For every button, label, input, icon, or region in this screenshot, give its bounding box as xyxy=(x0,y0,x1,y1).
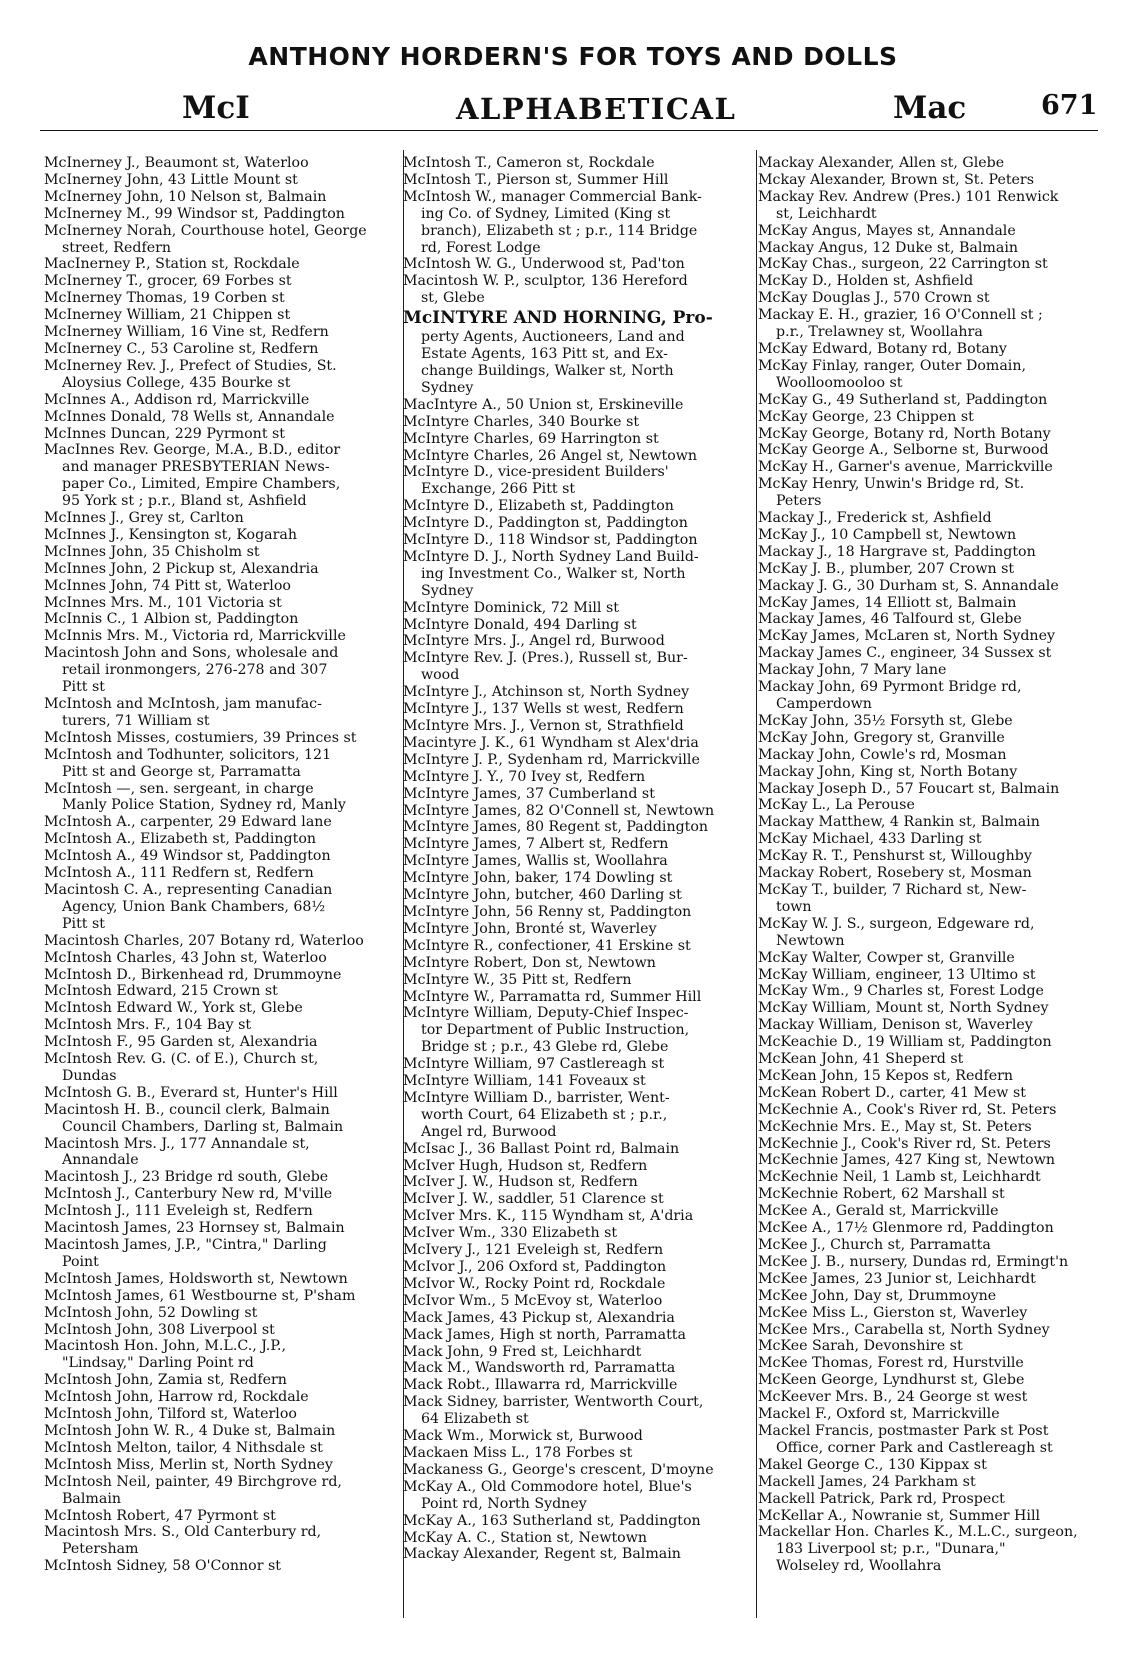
directory-line: McInnes A., Addison rd, Marrickville xyxy=(44,391,310,408)
directory-line: street, Redfern xyxy=(62,239,172,256)
directory-line: Macintyre J. K., 61 Wyndham st Alex'dria xyxy=(403,734,699,751)
directory-line: Bridge st ; p.r., 43 Glebe rd, Glebe xyxy=(421,1039,669,1056)
directory-line: McKellar A., Nowranie st, Summer Hill xyxy=(758,1507,1041,1524)
directory-line: McIver J. W., saddler, 51 Clarence st xyxy=(403,1191,664,1208)
directory-line: McKechnie Neil, 1 Lamb st, Leichhardt xyxy=(758,1169,1041,1186)
directory-line: McKay Chas., surgeon, 22 Carrington st xyxy=(758,256,1048,273)
directory-line: 183 Liverpool st; p.r., "Dunara," xyxy=(776,1541,1006,1558)
directory-line: McKeen George, Lyndhurst st, Glebe xyxy=(758,1372,1025,1389)
directory-line: McKay A., 163 Sutherland st, Paddington xyxy=(403,1512,701,1529)
directory-line: Mackay Matthew, 4 Rankin st, Balmain xyxy=(758,814,1040,831)
directory-line: McIntyre J. P., Sydenham rd, Marrickville xyxy=(403,751,700,768)
directory-line: Balmain xyxy=(62,1490,122,1507)
directory-line: McIntosh J., Canterbury New rd, M'ville xyxy=(44,1186,333,1203)
directory-line: Mackellar Hon. Charles K., M.L.C., surgeon, xyxy=(758,1524,1078,1541)
directory-line: McIntyre J., Atchinson st, North Sydney xyxy=(403,684,690,701)
directory-line: McIntyre Charles, 69 Harrington st xyxy=(403,430,659,447)
directory-line: McIntyre William, 141 Foveaux st xyxy=(403,1073,646,1090)
directory-line: Mckay Alexander, Brown st, St. Peters xyxy=(758,171,1034,188)
directory-line: McIntyre James, 80 Regent st, Paddington xyxy=(403,819,709,836)
directory-line: McIntosh James, 61 Westbourne st, P'sham xyxy=(44,1287,356,1304)
directory-line: Mackay John, King st, North Botany xyxy=(758,763,1018,780)
directory-line: McKay James, McLaren st, North Sydney xyxy=(758,628,1055,645)
directory-line: McIntosh Sidney, 58 O'Connor st xyxy=(44,1558,281,1575)
directory-line: McIvor J., 206 Oxford st, Paddington xyxy=(403,1259,667,1275)
directory-line: McKechnie Mrs. E., May st, St. Peters xyxy=(758,1118,1032,1135)
header-section-title: ALPHABETICAL xyxy=(456,92,737,126)
directory-line: McInnes J., Kensington st, Kogarah xyxy=(44,526,298,543)
directory-line: MacInnes Rev. George, M.A., B.D., editor xyxy=(44,442,341,459)
directory-line: Mackay Alexander, Regent st, Balmain xyxy=(403,1546,681,1563)
page-number: 671 xyxy=(1041,90,1098,121)
directory-line: McIntyre Charles, 340 Bourke st xyxy=(403,413,640,430)
directory-line: McKay Angus, Mayes st, Annandale xyxy=(758,222,1016,239)
directory-line: Mackay Angus, 12 Duke st, Balmain xyxy=(758,239,1019,256)
directory-line: McKay Edward, Botany rd, Botany xyxy=(758,340,1007,357)
directory-line: McKay George A., Selborne st, Burwood xyxy=(758,442,1049,459)
directory-line: Camperdown xyxy=(776,696,872,712)
directory-line: Mackell James, 24 Parkham st xyxy=(758,1473,976,1490)
directory-line: Petersham xyxy=(62,1541,139,1558)
directory-line: Macintosh H. B., council clerk, Balmain xyxy=(44,1101,330,1118)
directory-line: McKay John, 35½ Forsyth st, Glebe xyxy=(758,712,1013,729)
directory-line: McIntosh T., Cameron st, Rockdale xyxy=(403,155,655,171)
directory-line: McIntyre James, Wallis st, Woollahra xyxy=(403,853,668,870)
directory-line: Macintosh Hon. John, M.L.C., J.P., xyxy=(44,1338,287,1355)
directory-line: Point xyxy=(62,1253,99,1270)
directory-line: McKechnie A., Cook's River rd, St. Peters xyxy=(758,1101,1057,1118)
directory-line: McInerney William, 21 Chippen st xyxy=(44,307,291,324)
directory-line: McIntosh Melton, tailor, 4 Nithsdale st xyxy=(44,1439,323,1456)
directory-line: McIntyre William, Deputy-Chief Inspec- xyxy=(403,1005,689,1022)
directory-line: McIntyre William, 97 Castlereagh st xyxy=(403,1056,665,1073)
directory-line: McInerney Rev. J., Prefect of Studies, St. xyxy=(44,357,337,374)
directory-line: McKay W. J. S., surgeon, Edgeware rd, xyxy=(758,915,1035,932)
directory-line: Sydney xyxy=(421,379,474,396)
directory-line: McIntyre D., vice-president Builders' xyxy=(403,464,669,481)
directory-line: McKechnie Robert, 62 Marshall st xyxy=(758,1186,1005,1203)
directory-line: st, Glebe xyxy=(421,290,485,307)
directory-line: town xyxy=(776,898,812,915)
directory-line: McIntosh John, Tilford st, Waterloo xyxy=(44,1406,297,1423)
directory-line: McIntyre W., 35 Pitt st, Redfern xyxy=(403,971,632,988)
directory-line: McInerney C., 53 Caroline st, Redfern xyxy=(44,340,319,357)
directory-line: McKay A. C., Station st, Newtown xyxy=(403,1529,647,1546)
directory-line: Wolseley rd, Woollahra xyxy=(776,1558,942,1575)
directory-line: McIntyre John, 56 Renny st, Paddington xyxy=(403,903,692,920)
directory-line: Exchange, 266 Pitt st xyxy=(421,481,576,498)
directory-line: McIntyre Mrs. J., Vernon st, Strathfield xyxy=(403,718,684,734)
directory-line: McKean Robert D., carter, 41 Mew st xyxy=(758,1084,1026,1101)
directory-line: McIntyre John, Bronté st, Waverley xyxy=(403,920,657,937)
directory-line: Makel George C., 130 Kippax st xyxy=(758,1456,987,1473)
directory-line: Mack M., Wandsworth rd, Parramatta xyxy=(403,1360,676,1377)
directory-line: branch), Elizabeth st ; p.r., 114 Bridge xyxy=(421,222,698,239)
directory-line: Manly Police Station, Sydney rd, Manly xyxy=(62,797,346,814)
directory-line: McInerney J., Beaumont st, Waterloo xyxy=(44,155,309,171)
directory-line: McIntyre James, 82 O'Connell st, Newtown xyxy=(403,802,715,819)
directory-line: p.r., Trelawney st, Woollahra xyxy=(776,324,983,341)
directory-line: McIntyre J., 137 Wells st west, Redfern xyxy=(403,701,684,718)
directory-line: McInnes Mrs. M., 101 Victoria st xyxy=(44,594,282,611)
directory-line: McKay George, 23 Chippen st xyxy=(758,408,974,425)
directory-line: McKee Sarah, Devonshire st xyxy=(758,1338,963,1355)
directory-line: McIntosh A., carpenter, 29 Edward lane xyxy=(44,814,332,831)
directory-line: McKay J. B., plumber, 207 Crown st xyxy=(758,560,1015,577)
directory-line: McKay D., Holden st, Ashfield xyxy=(758,273,974,290)
directory-line: McKay A., Old Commodore hotel, Blue's xyxy=(403,1478,692,1495)
directory-line: McInnis Mrs. M., Victoria rd, Marrickville xyxy=(44,628,346,645)
directory-line: Macintosh W. P., sculptor, 136 Hereford xyxy=(403,273,688,290)
directory-line: Mackay William, Denison st, Waverley xyxy=(758,1017,1033,1034)
directory-line: McInnes Duncan, 229 Pyrmont st xyxy=(44,425,286,442)
directory-line: Macintosh John and Sons, wholesale and xyxy=(44,645,339,662)
directory-line: McInnes John, 35 Chisholm st xyxy=(44,543,260,560)
directory-line: Estate Agents, 163 Pitt st, and Ex- xyxy=(421,346,668,363)
directory-line: Mackay Joseph D., 57 Foucart st, Balmain xyxy=(758,780,1060,797)
directory-line: Mackell Patrick, Park rd, Prospect xyxy=(758,1490,1005,1507)
directory-line: Mackay J., Frederick st, Ashfield xyxy=(758,510,992,527)
directory-line: Mack James, High st north, Parramatta xyxy=(403,1326,686,1343)
header-right-guide: Mac xyxy=(893,90,967,126)
directory-line: McIntyre Mrs. J., Angel rd, Burwood xyxy=(403,633,665,650)
directory-line: McKeachie D., 19 William st, Paddington xyxy=(758,1034,1052,1051)
directory-line: retail ironmongers, 276-278 and 307 xyxy=(62,662,328,679)
directory-line: McIntyre John, baker, 174 Dowling st xyxy=(403,870,673,887)
directory-line: Pitt st xyxy=(62,679,105,696)
directory-line: McKee John, Day st, Drummoyne xyxy=(758,1287,997,1304)
directory-line: Newtown xyxy=(776,932,845,949)
directory-line: Angel rd, Burwood xyxy=(421,1123,557,1140)
directory-line: McIntosh Charles, 43 John st, Waterloo xyxy=(44,949,327,966)
directory-line: McIntosh and Todhunter, solicitors, 121 xyxy=(44,746,332,763)
directory-line: McInerney John, 43 Little Mount st xyxy=(44,171,298,188)
directory-line: McInnes John, 74 Pitt st, Waterloo xyxy=(44,577,291,594)
directory-line: McKee Miss L., Gierston st, Waverley xyxy=(758,1304,1028,1321)
directory-line: McIntosh John, Harrow rd, Rockdale xyxy=(44,1389,309,1406)
directory-line: Agency, Union Bank Chambers, 68½ xyxy=(62,898,326,915)
directory-line: McIntosh A., Elizabeth st, Paddington xyxy=(44,831,317,848)
directory-line: McKay R. T., Penshurst st, Willoughby xyxy=(758,848,1032,865)
directory-line: McIntosh Robert, 47 Pyrmont st xyxy=(44,1507,276,1524)
directory-line: McIsac J., 36 Ballast Point rd, Balmain xyxy=(403,1140,680,1157)
directory-line: McKay G., 49 Sutherland st, Paddington xyxy=(758,391,1048,408)
directory-line: McInerney M., 99 Windsor st, Paddington xyxy=(44,205,345,222)
directory-line: Mackay James, 46 Talfourd st, Glebe xyxy=(758,611,1022,628)
directory-column-2 xyxy=(403,155,751,1563)
directory-line: Peters xyxy=(776,493,822,510)
directory-line: Office, corner Park and Castlereagh st xyxy=(776,1439,1053,1456)
directory-line: McINTYRE AND HORNING, Pro- xyxy=(403,308,713,329)
directory-line: McIntosh Neil, painter, 49 Birchgrove rd, xyxy=(44,1473,342,1490)
directory-line: McIntyre J. Y., 70 Ivey st, Redfern xyxy=(403,768,646,785)
directory-line: McKee James, 23 Junior st, Leichhardt xyxy=(758,1270,1036,1287)
directory-line: Mackel Francis, postmaster Park st Post xyxy=(758,1422,1049,1439)
directory-line: Mackay J., 18 Hargrave st, Paddington xyxy=(758,543,1036,560)
directory-line: st, Leichhardt xyxy=(776,205,877,222)
directory-line: McIntyre Robert, Don st, Newtown xyxy=(403,954,656,971)
directory-line: Mackay Rev. Andrew (Pres.) 101 Renwick xyxy=(758,188,1059,205)
directory-line: Mackay John, 7 Mary lane xyxy=(758,662,947,679)
directory-line: MacIntyre A., 50 Union st, Erskineville xyxy=(403,396,684,413)
directory-line: McIntosh W., manager Commercial Bank- xyxy=(403,188,702,205)
directory-line: McKay Michael, 433 Darling st xyxy=(758,831,982,848)
directory-line: 64 Elizabeth st xyxy=(421,1411,529,1428)
directory-line: change Buildings, Walker st, North xyxy=(421,362,674,379)
directory-line: McKechnie James, 427 King st, Newtown xyxy=(758,1152,1055,1169)
banner-advertisement: ANTHONY HORDERN'S FOR TOYS AND DOLLS xyxy=(248,42,898,71)
header-left-guide: McI xyxy=(182,90,250,126)
directory-line: "Lindsay," Darling Point rd xyxy=(62,1355,254,1372)
directory-line: McKee J., Church st, Parramatta xyxy=(758,1237,991,1253)
directory-line: McIntyre D., Elizabeth st, Paddington xyxy=(403,498,674,515)
directory-line: Macintosh James, J.P., "Cintra," Darling xyxy=(44,1237,327,1253)
directory-line: Macintosh Mrs. J., 177 Annandale st, xyxy=(44,1135,310,1152)
directory-line: McIntosh John, Zamia st, Redfern xyxy=(44,1372,287,1389)
directory-line: McIntosh Mrs. F., 104 Bay st xyxy=(44,1017,252,1034)
directory-line: McIntyre D. J., North Sydney Land Build- xyxy=(403,548,699,565)
directory-line: Mackaen Miss L., 178 Forbes st xyxy=(403,1444,633,1461)
directory-line: perty Agents, Auctioneers, Land and xyxy=(421,329,685,346)
directory-line: McIntosh G. B., Everard st, Hunter's Hill xyxy=(44,1084,338,1101)
directory-line: Mack Wm., Morwick st, Burwood xyxy=(403,1428,643,1445)
directory-line: McKay Douglas J., 570 Crown st xyxy=(758,290,990,307)
directory-line: ing Co. of Sydney, Limited (King st xyxy=(421,205,671,222)
directory-line: ing Investment Co., Walker st, North xyxy=(421,565,686,582)
directory-line: McKay William, Mount st, North Sydney xyxy=(758,1000,1049,1017)
directory-line: Macintosh James, 23 Hornsey st, Balmain xyxy=(44,1220,345,1237)
directory-line: Mackaness G., George's crescent, D'moyne xyxy=(403,1461,714,1478)
directory-line: McIntosh Rev. G. (C. of E.), Church st, xyxy=(44,1051,319,1068)
directory-line: Council Chambers, Darling st, Balmain xyxy=(62,1118,344,1135)
directory-line: Mackay John, 69 Pyrmont Bridge rd, xyxy=(758,679,1022,696)
directory-line: rd, Forest Lodge xyxy=(421,239,541,256)
directory-line: McKay H., Garner's avenue, Marrickville xyxy=(758,459,1053,476)
directory-line: McIver Hugh, Hudson st, Redfern xyxy=(403,1157,648,1174)
directory-line: McIntosh A., 111 Redfern st, Redfern xyxy=(44,865,314,882)
directory-line: McKeever Mrs. B., 24 George st west xyxy=(758,1389,1028,1406)
directory-line: McIntosh T., Pierson st, Summer Hill xyxy=(403,171,669,188)
directory-line: McIntosh A., 49 Windsor st, Paddington xyxy=(44,848,331,865)
directory-line: McIntyre John, butcher, 460 Darling st xyxy=(403,887,682,904)
directory-line: McInnis C., 1 Albion st, Paddington xyxy=(44,611,299,628)
directory-line: paper Co., Limited, Empire Chambers, xyxy=(62,476,341,493)
directory-line: McIntosh Miss, Merlin st, North Sydney xyxy=(44,1456,333,1473)
directory-line: McKay John, Gregory st, Granville xyxy=(758,729,1005,746)
directory-line: Pitt st xyxy=(62,915,105,932)
directory-line: Macintosh Mrs. S., Old Canterbury rd, xyxy=(44,1524,322,1541)
directory-line: Annandale xyxy=(62,1152,139,1169)
directory-line: Pitt st and George st, Parramatta xyxy=(62,763,301,780)
directory-line: McIntyre Dominick, 72 Mill st xyxy=(403,599,619,616)
directory-line: Mackay Alexander, Allen st, Glebe xyxy=(758,155,1005,171)
directory-line: wood xyxy=(421,667,460,684)
directory-line: Mackay E. H., grazier, 16 O'Connell st ; xyxy=(758,307,1043,324)
directory-line: McKechnie J., Cook's River rd, St. Peters xyxy=(758,1135,1051,1152)
directory-line: McKay T., builder, 7 Richard st, New- xyxy=(758,881,1027,898)
directory-line: McKee J. B., nursery, Dundas rd, Ermingt'n xyxy=(758,1253,1069,1270)
directory-line: Point rd, North Sydney xyxy=(421,1495,587,1512)
directory-line: McKee Thomas, Forest rd, Hurstville xyxy=(758,1355,1024,1372)
directory-line: McIver Mrs. K., 115 Wyndham st, A'dria xyxy=(403,1208,694,1225)
directory-line: Mack John, 9 Fred st, Leichhardt xyxy=(403,1343,642,1360)
directory-line: McKay William, engineer, 13 Ultimo st xyxy=(758,966,1036,983)
directory-line: McIntyre Rev. J. (Pres.), Russell st, Bur- xyxy=(403,650,688,667)
directory-line: McIntosh John, 52 Dowling st xyxy=(44,1304,258,1321)
directory-line: McIvor Wm., 5 McEvoy st, Waterloo xyxy=(403,1292,663,1309)
directory-line: McIvery J., 121 Eveleigh st, Redfern xyxy=(403,1242,664,1259)
column-divider xyxy=(756,150,757,1618)
directory-line: Dundas xyxy=(62,1067,117,1084)
directory-line: Macintosh C. A., representing Canadian xyxy=(44,881,333,898)
directory-line: McIntyre Donald, 494 Darling st xyxy=(403,616,637,633)
directory-line: McIntosh F., 95 Garden st, Alexandria xyxy=(44,1034,318,1051)
directory-line: Mackay Robert, Rosebery st, Mosman xyxy=(758,865,1032,882)
directory-line: McKay Henry, Unwin's Bridge rd, St. xyxy=(758,476,1025,493)
directory-line: and manager PRESBYTERIAN News- xyxy=(62,459,330,476)
directory-line: McIntyre Charles, 26 Angel st, Newtown xyxy=(403,447,698,464)
directory-line: McIntosh D., Birkenhead rd, Drummoyne xyxy=(44,966,342,983)
directory-line: McInerney William, 16 Vine st, Redfern xyxy=(44,324,329,341)
directory-line: McIntosh Misses, costumiers, 39 Princes st xyxy=(44,729,357,746)
directory-line: McKee A., Gerald st, Marrickville xyxy=(758,1203,999,1220)
directory-line: McIntosh James, Holdsworth st, Newtown xyxy=(44,1270,348,1287)
directory-line: 95 York st ; p.r., Bland st, Ashfield xyxy=(62,493,307,510)
directory-line: McKay Finlay, ranger, Outer Domain, xyxy=(758,357,1026,374)
directory-line: McInerney Norah, Courthouse hotel, George xyxy=(44,222,367,239)
directory-line: McKee Mrs., Carabella st, North Sydney xyxy=(758,1321,1050,1338)
directory-line: McKay Wm., 9 Charles st, Forest Lodge xyxy=(758,983,1044,1000)
directory-line: McIntyre James, 37 Cumberland st xyxy=(403,785,655,802)
directory-line: McIntosh —, sen. sergeant, in charge xyxy=(44,780,314,797)
directory-line: McInerney Thomas, 19 Corben st xyxy=(44,290,285,307)
directory-line: McInnes John, 2 Pickup st, Alexandria xyxy=(44,560,319,577)
directory-line: Mack Sidney, barrister, Wentworth Court, xyxy=(403,1394,704,1411)
directory-line: MacInerney P., Station st, Rockdale xyxy=(44,256,300,273)
directory-line: McInerney John, 10 Nelson st, Balmain xyxy=(44,188,327,205)
directory-line: worth Court, 64 Elizabeth st ; p.r., xyxy=(421,1106,668,1123)
directory-line: McInnes Donald, 78 Wells st, Annandale xyxy=(44,408,335,425)
directory-line: Mackay John, Cowle's rd, Mosman xyxy=(758,746,1007,763)
directory-line: McKay Walter, Cowper st, Granville xyxy=(758,949,1015,966)
directory-line: McIntosh and McIntosh, jam manufac- xyxy=(44,696,322,712)
directory-line: McIver Wm., 330 Elizabeth st xyxy=(403,1225,618,1242)
directory-line: Mack James, 43 Pickup st, Alexandria xyxy=(403,1309,675,1326)
directory-line: Mackel F., Oxford st, Marrickville xyxy=(758,1406,1000,1423)
directory-line: McIntyre R., confectioner, 41 Erskine st xyxy=(403,937,691,954)
directory-line: Macintosh J., 23 Bridge rd south, Glebe xyxy=(44,1169,329,1186)
directory-line: McIntyre William D., barrister, Went- xyxy=(403,1089,670,1106)
header-rule xyxy=(40,130,1098,131)
directory-line: McKay J., 10 Campbell st, Newtown xyxy=(758,526,1017,543)
directory-line: McInerney T., grocer, 69 Forbes st xyxy=(44,273,292,290)
directory-line: Mackay James C., engineer, 34 Sussex st xyxy=(758,645,1052,662)
directory-line: McIntosh John W. R., 4 Duke st, Balmain xyxy=(44,1422,336,1439)
directory-line: McKay James, 14 Elliott st, Balmain xyxy=(758,594,1017,611)
directory-line: Sydney xyxy=(421,582,474,599)
directory-line: McIntosh J., 111 Eveleigh st, Redfern xyxy=(44,1203,313,1220)
directory-line: Mack Robt., Illawarra rd, Marrickville xyxy=(403,1377,678,1394)
directory-line: McIntyre D., Paddington st, Paddington xyxy=(403,515,688,532)
directory-line: McIntyre James, 7 Albert st, Redfern xyxy=(403,836,669,853)
directory-line: Macintosh Charles, 207 Botany rd, Waterloo xyxy=(44,932,364,949)
directory-line: McIntyre W., Parramatta rd, Summer Hill xyxy=(403,988,702,1005)
directory-line: Aloysius College, 435 Bourke st xyxy=(62,374,291,391)
directory-line: McIntyre D., 118 Windsor st, Paddington xyxy=(403,532,698,549)
directory-line: McKee A., 17½ Glenmore rd, Paddington xyxy=(758,1220,1054,1237)
directory-line: Woolloomooloo st xyxy=(776,374,903,391)
directory-line: Mackay J. G., 30 Durham st, S. Annandale xyxy=(758,577,1059,594)
directory-line: McKay George, Botany rd, North Botany xyxy=(758,425,1051,442)
directory-line: tor Department of Public Instruction, xyxy=(421,1022,690,1039)
directory-line: McIntosh Edward, 215 Crown st xyxy=(44,983,278,1000)
directory-line: turers, 71 William st xyxy=(62,712,210,729)
directory-column-3 xyxy=(758,155,1110,1575)
directory-line: McKean John, 15 Kepos st, Redfern xyxy=(758,1067,1014,1084)
directory-line: McInnes J., Grey st, Carlton xyxy=(44,510,244,527)
directory-line: McKay L., La Perouse xyxy=(758,797,915,814)
directory-column-1 xyxy=(44,155,398,1575)
directory-line: McKean John, 41 Sheperd st xyxy=(758,1051,964,1068)
directory-line: McIntosh John, 308 Liverpool st xyxy=(44,1321,275,1338)
directory-line: McIntosh W. G., Underwood st, Pad'ton xyxy=(403,256,685,273)
directory-line: McIntosh Edward W., York st, Glebe xyxy=(44,1000,303,1017)
directory-line: McIvor W., Rocky Point rd, Rockdale xyxy=(403,1275,666,1292)
directory-line: McIver J. W., Hudson st, Redfern xyxy=(403,1174,638,1191)
